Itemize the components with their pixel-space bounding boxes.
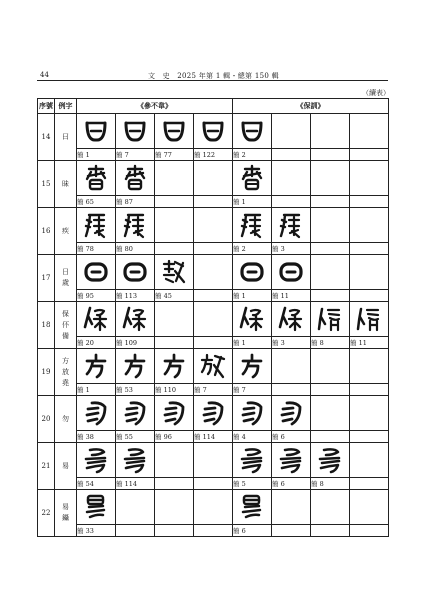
slip-label: 簡 8 — [311, 478, 350, 490]
empty-label — [350, 243, 389, 255]
slip-label: 簡 87 — [116, 196, 155, 208]
table-row-labels — [38, 478, 389, 490]
empty-label — [272, 384, 311, 396]
empty-cell — [311, 255, 350, 290]
example-chars — [55, 114, 77, 161]
empty-cell — [272, 161, 311, 196]
example-char: 易 — [62, 461, 69, 470]
glyph-cell — [155, 349, 194, 384]
glyph-cell — [233, 396, 272, 431]
yue-glyph-icon — [122, 117, 148, 145]
yi-glyph-icon — [122, 446, 148, 474]
empty-label — [272, 525, 311, 537]
glyph-cell — [155, 114, 194, 149]
col-seq-header: 序號 — [38, 99, 55, 114]
empty-cell — [194, 302, 233, 337]
slip-label: 簡 95 — [77, 290, 116, 302]
empty-cell — [311, 208, 350, 243]
table-header — [38, 99, 389, 114]
glyph-cell — [272, 443, 311, 478]
wu-glyph-icon — [239, 399, 265, 427]
glyph-cell — [272, 396, 311, 431]
empty-cell — [350, 490, 389, 525]
glyph-cell — [194, 114, 233, 149]
table-row-labels — [38, 196, 389, 208]
slip-label: 簡 11 — [350, 337, 389, 349]
yi-glyph-icon — [317, 446, 343, 474]
empty-cell — [350, 396, 389, 431]
empty-label — [350, 431, 389, 443]
glyph-cell — [233, 208, 272, 243]
empty-label — [116, 525, 155, 537]
empty-label — [350, 196, 389, 208]
glyph-cell — [116, 208, 155, 243]
example-char: 鑷 — [62, 514, 69, 522]
continued-note: （續表） — [362, 89, 390, 97]
sui-glyph-icon — [161, 258, 187, 286]
slip-label: 簡 55 — [116, 431, 155, 443]
slip-label: 簡 113 — [116, 290, 155, 302]
slip-label: 簡 6 — [272, 431, 311, 443]
empty-cell — [155, 302, 194, 337]
glyph-cell — [77, 208, 116, 243]
slip-label: 簡 1 — [77, 149, 116, 161]
row-number: 14 — [38, 114, 55, 161]
empty-label — [350, 149, 389, 161]
yue-glyph-icon — [83, 117, 109, 145]
header-rule — [37, 80, 388, 81]
slip-label: 簡 1 — [233, 337, 272, 349]
table-row — [38, 396, 389, 431]
empty-label — [350, 525, 389, 537]
slip-label: 簡 7 — [194, 384, 233, 396]
empty-label — [194, 525, 233, 537]
table-row-labels — [38, 243, 389, 255]
example-char: 伓 — [62, 320, 69, 329]
empty-cell — [194, 208, 233, 243]
example-chars — [55, 396, 77, 443]
row-number: 16 — [38, 208, 55, 255]
empty-cell — [350, 255, 389, 290]
glyph-cell — [155, 396, 194, 431]
bei-glyph-icon — [356, 305, 382, 333]
example-char: 保 — [62, 309, 69, 318]
example-char: 放 — [62, 367, 69, 376]
example-char: 昧 — [62, 179, 69, 188]
empty-cell — [350, 208, 389, 243]
empty-label — [350, 478, 389, 490]
glyph-cell — [116, 114, 155, 149]
table-row — [38, 114, 389, 149]
slip-label: 簡 77 — [155, 149, 194, 161]
empty-cell — [311, 161, 350, 196]
slip-label: 簡 3 — [272, 243, 311, 255]
slip-label: 簡 3 — [272, 337, 311, 349]
slip-label: 簡 53 — [116, 384, 155, 396]
glyph-cell — [77, 302, 116, 337]
empty-label — [155, 243, 194, 255]
wu-glyph-icon — [278, 399, 304, 427]
mei-glyph-icon — [122, 164, 148, 192]
slip-label: 簡 8 — [311, 337, 350, 349]
col-baoxun-header: 《保訓》 — [233, 99, 389, 114]
empty-label — [194, 243, 233, 255]
empty-label — [350, 384, 389, 396]
table-row-labels — [38, 337, 389, 349]
example-char: 方 — [62, 356, 69, 365]
empty-cell — [350, 443, 389, 478]
table-row-labels — [38, 384, 389, 396]
slip-label: 簡 5 — [233, 478, 272, 490]
slip-label: 簡 114 — [116, 478, 155, 490]
ri-glyph-icon — [122, 258, 148, 286]
table-row-labels — [38, 290, 389, 302]
yi-glyph-icon — [83, 446, 109, 474]
empty-cell — [272, 490, 311, 525]
mei-glyph-icon — [83, 164, 109, 192]
glyph-cell — [233, 349, 272, 384]
empty-cell — [350, 161, 389, 196]
glyph-cell — [272, 208, 311, 243]
empty-cell — [350, 114, 389, 149]
table-row-labels — [38, 431, 389, 443]
slip-label: 簡 2 — [233, 243, 272, 255]
table-row — [38, 443, 389, 478]
example-chars — [55, 302, 77, 349]
empty-cell — [350, 349, 389, 384]
wu-glyph-icon — [161, 399, 187, 427]
example-char: 日 — [62, 268, 69, 276]
glyph-cell — [194, 349, 233, 384]
slip-label: 簡 38 — [77, 431, 116, 443]
glyph-cell — [233, 114, 272, 149]
slip-label: 簡 7 — [233, 384, 272, 396]
glyph-cell — [311, 443, 350, 478]
glyph-cell — [233, 161, 272, 196]
glyph-table — [37, 98, 389, 537]
empty-label — [311, 149, 350, 161]
bao-glyph-icon — [278, 305, 304, 333]
yi-glyph-icon — [278, 446, 304, 474]
glyph-cell — [155, 255, 194, 290]
glyph-cell — [350, 302, 389, 337]
glyph-cell — [116, 443, 155, 478]
glyph-cell — [233, 443, 272, 478]
empty-cell — [272, 114, 311, 149]
empty-label — [155, 337, 194, 349]
example-char: 勿 — [62, 414, 69, 423]
bao-glyph-icon — [83, 305, 109, 333]
fang-glyph-icon — [122, 352, 148, 380]
empty-cell — [194, 161, 233, 196]
example-chars — [55, 208, 77, 255]
row-number: 15 — [38, 161, 55, 208]
col-example-header: 例字 — [55, 99, 77, 114]
ri-glyph-icon — [239, 258, 265, 286]
empty-label — [311, 196, 350, 208]
slip-label: 簡 96 — [155, 431, 194, 443]
slip-label: 簡 6 — [233, 525, 272, 537]
glyph-cell — [194, 396, 233, 431]
ji-glyph-icon — [239, 211, 265, 239]
slip-label: 簡 65 — [77, 196, 116, 208]
empty-label — [272, 149, 311, 161]
example-char: 備 — [62, 331, 69, 340]
table-row — [38, 349, 389, 384]
slip-label: 簡 4 — [233, 431, 272, 443]
wu-glyph-icon — [83, 399, 109, 427]
empty-label — [155, 525, 194, 537]
table-row-labels — [38, 525, 389, 537]
slip-label: 簡 110 — [155, 384, 194, 396]
empty-label — [311, 243, 350, 255]
ji-glyph-icon — [278, 211, 304, 239]
slip-label: 簡 114 — [194, 431, 233, 443]
glyph-cell — [77, 255, 116, 290]
col-canbuwei-header: 《參不韋》 — [77, 99, 233, 114]
empty-cell — [311, 114, 350, 149]
empty-cell — [155, 208, 194, 243]
row-number: 22 — [38, 490, 55, 537]
ji-glyph-icon — [83, 211, 109, 239]
example-char: 疾 — [62, 226, 69, 235]
example-chars — [55, 443, 77, 490]
row-number: 18 — [38, 302, 55, 349]
slip-label: 簡 6 — [272, 478, 311, 490]
slip-label: 簡 7 — [116, 149, 155, 161]
empty-label — [155, 478, 194, 490]
example-chars — [55, 349, 77, 396]
empty-cell — [155, 490, 194, 525]
table-row — [38, 255, 389, 290]
running-header: 文 史 2025 年第 1 輯・總第 150 輯 — [148, 72, 279, 80]
slip-label: 簡 109 — [116, 337, 155, 349]
wu-glyph-icon — [200, 399, 226, 427]
yi-glyph-icon — [239, 446, 265, 474]
fang-glyph-icon — [83, 352, 109, 380]
glyph-cell — [77, 443, 116, 478]
glyph-cell — [116, 349, 155, 384]
yue-glyph-icon — [200, 117, 226, 145]
slip-label: 簡 1 — [77, 384, 116, 396]
glyph-cell — [77, 114, 116, 149]
empty-label — [194, 196, 233, 208]
slip-label: 簡 1 — [233, 290, 272, 302]
row-number: 20 — [38, 396, 55, 443]
ri-glyph-icon — [83, 258, 109, 286]
glyph-cell — [311, 302, 350, 337]
glyph-cell — [272, 255, 311, 290]
table-row — [38, 302, 389, 337]
empty-label — [194, 337, 233, 349]
fang-glyph-icon — [239, 352, 265, 380]
glyph-cell — [77, 396, 116, 431]
empty-label — [311, 290, 350, 302]
fang-glyph-icon — [161, 352, 187, 380]
table-row — [38, 208, 389, 243]
wu-glyph-icon — [122, 399, 148, 427]
empty-cell — [272, 349, 311, 384]
mei-glyph-icon — [239, 164, 265, 192]
example-chars — [55, 490, 77, 537]
bao-glyph-icon — [122, 305, 148, 333]
empty-cell — [155, 161, 194, 196]
slip-label: 簡 78 — [77, 243, 116, 255]
example-chars — [55, 255, 77, 302]
table-row — [38, 490, 389, 525]
ri-glyph-icon — [278, 258, 304, 286]
glyph-cell — [233, 302, 272, 337]
empty-cell — [311, 396, 350, 431]
slip-label: 簡 80 — [116, 243, 155, 255]
example-char: 易 — [62, 503, 69, 511]
empty-cell — [194, 443, 233, 478]
empty-label — [311, 431, 350, 443]
glyph-cell — [77, 349, 116, 384]
empty-cell — [155, 443, 194, 478]
empty-label — [350, 290, 389, 302]
glyph-cell — [116, 161, 155, 196]
empty-label — [272, 196, 311, 208]
slip-label: 簡 33 — [77, 525, 116, 537]
fang2-glyph-icon — [200, 352, 226, 380]
example-char: 歲 — [62, 279, 69, 287]
slip-label: 簡 11 — [272, 290, 311, 302]
empty-label — [311, 525, 350, 537]
empty-label — [194, 478, 233, 490]
yue-glyph-icon — [239, 117, 265, 145]
bao-glyph-icon — [239, 305, 265, 333]
empty-cell — [194, 255, 233, 290]
empty-label — [311, 384, 350, 396]
row-number: 19 — [38, 349, 55, 396]
glyph-cell — [77, 490, 116, 525]
glyph-cell — [233, 255, 272, 290]
ji-glyph-icon — [122, 211, 148, 239]
example-chars — [55, 161, 77, 208]
glyph-cell — [116, 396, 155, 431]
table-row — [38, 161, 389, 196]
glyph-cell — [233, 490, 272, 525]
example-char: 曰 — [62, 132, 69, 141]
example-char: 堯 — [62, 378, 69, 387]
glyph-cell — [77, 161, 116, 196]
slip-label: 簡 45 — [155, 290, 194, 302]
slip-label: 簡 122 — [194, 149, 233, 161]
empty-cell — [311, 490, 350, 525]
slip-label: 簡 1 — [233, 196, 272, 208]
bei-glyph-icon — [317, 305, 343, 333]
empty-label — [155, 196, 194, 208]
empty-cell — [194, 490, 233, 525]
glyph-cell — [116, 255, 155, 290]
glyph-cell — [272, 302, 311, 337]
table-row-labels — [38, 149, 389, 161]
yue-glyph-icon — [161, 117, 187, 145]
empty-cell — [311, 349, 350, 384]
empty-cell — [116, 490, 155, 525]
row-number: 21 — [38, 443, 55, 490]
page-number: 44 — [40, 71, 49, 79]
glyph-cell — [116, 302, 155, 337]
slip-label: 簡 54 — [77, 478, 116, 490]
yi2-glyph-icon — [83, 493, 109, 521]
row-number: 17 — [38, 255, 55, 302]
empty-label — [194, 290, 233, 302]
slip-label: 簡 2 — [233, 149, 272, 161]
slip-label: 簡 20 — [77, 337, 116, 349]
yi2-glyph-icon — [239, 493, 265, 521]
